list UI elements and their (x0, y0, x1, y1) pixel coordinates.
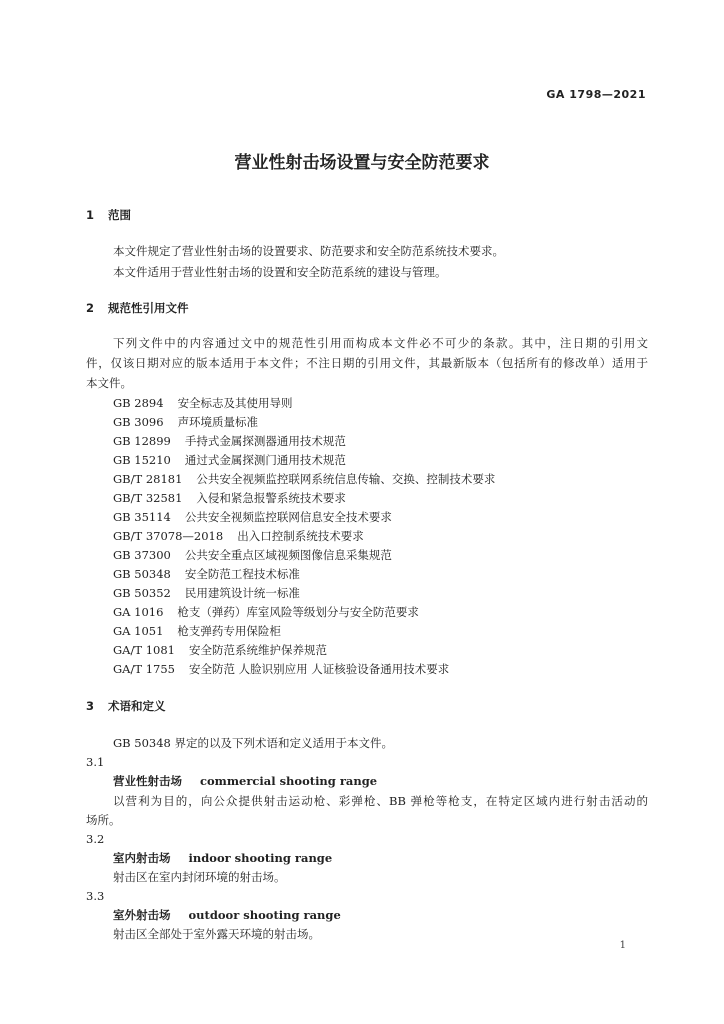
term-heading (113, 774, 377, 788)
page-title: 营业性射击场设置与安全防范要求 (234, 153, 490, 173)
reference-item (113, 453, 346, 467)
reference-code: GA/T 1081 (113, 643, 175, 657)
reference-title: 通过式金属探测门通用技术规范 (184, 453, 346, 467)
term-heading (113, 908, 341, 922)
term-definition-line: 以营利为目的，向公众提供射击运动枪、彩弹枪、BB 弹枪等枪支，在特定区域内进行射击活动的 (113, 794, 648, 808)
reference-code: GB 12899 (113, 434, 171, 448)
term-english: commercial shooting range (200, 774, 378, 788)
reference-item (113, 510, 392, 524)
section-title: 术语和定义 (108, 699, 166, 713)
reference-item (113, 662, 449, 676)
reference-title: 民用建筑设计统一标准 (184, 586, 300, 600)
reference-code: GB 50352 (113, 586, 171, 600)
reference-code: GB/T 37078—2018 (113, 529, 224, 543)
term-definition-line: 射击区全部处于室外露天环境的射击场。 (113, 927, 320, 941)
term-number: 3.3 (86, 889, 105, 903)
section-heading-3 (86, 699, 166, 713)
reference-code: GB 35114 (113, 510, 171, 524)
term-definition-line: 射击区在室内封闭环境的射击场。 (113, 870, 286, 884)
reference-title: 安全防范系统维护保养规范 (188, 643, 327, 657)
term-english: indoor shooting range (188, 851, 333, 865)
reference-title: 出入口控制系统技术要求 (237, 529, 364, 543)
term-number: 3.2 (86, 832, 105, 846)
reference-title: 安全防范 人脸识别应用 人证核验设备通用技术要求 (188, 662, 450, 676)
section-number: 2 (86, 301, 95, 315)
reference-code: GA/T 1755 (113, 662, 175, 676)
section-number: 1 (86, 208, 95, 222)
paragraph-line: 下列文件中的内容通过文中的规范性引用而构成本文件必不可少的条款。其中，注日期的引用文 (113, 336, 648, 350)
reference-item (113, 605, 419, 619)
paragraph-line: 本文件。 (86, 376, 132, 390)
reference-title: 枪支（弹药）库室风险等级划分与安全防范要求 (177, 605, 419, 619)
reference-item (113, 624, 281, 638)
term-definition-line: 场所。 (86, 813, 121, 827)
term-heading (113, 851, 332, 865)
reference-title: 安全标志及其使用导则 (177, 396, 293, 410)
section-number: 3 (86, 699, 95, 713)
reference-item (113, 472, 495, 486)
reference-title: 公共安全视频监控联网信息安全技术要求 (184, 510, 392, 524)
paragraph: 本文件规定了营业性射击场的设置要求、防范要求和安全防范系统技术要求。 (113, 244, 504, 258)
reference-code: GB 2894 (113, 396, 164, 410)
reference-code: GA 1016 (113, 605, 164, 619)
reference-item (113, 529, 364, 543)
reference-code: GB/T 32581 (113, 491, 183, 505)
reference-item (113, 586, 300, 600)
section-title: 规范性引用文件 (108, 301, 189, 315)
reference-item (113, 548, 392, 562)
term-number: 3.1 (86, 755, 105, 769)
reference-title: 声环境质量标准 (177, 415, 259, 429)
term-chinese: 营业性射击场 (113, 774, 182, 788)
reference-title: 手持式金属探测器通用技术规范 (184, 434, 346, 448)
reference-title: 安全防范工程技术标准 (184, 567, 300, 581)
reference-item (113, 434, 346, 448)
paragraph: GB 50348 界定的以及下列术语和定义适用于本文件。 (113, 736, 394, 750)
reference-title: 入侵和紧急报警系统技术要求 (196, 491, 346, 505)
reference-code: GB/T 28181 (113, 472, 183, 486)
reference-title: 公共安全视频监控联网系统信息传输、交换、控制技术要求 (196, 472, 496, 486)
standard-code: GA 1798—2021 (546, 88, 646, 101)
term-chinese: 室外射击场 (113, 908, 171, 922)
paragraph: 本文件适用于营业性射击场的设置和安全防范系统的建设与管理。 (113, 265, 447, 279)
reference-code: GB 50348 (113, 567, 171, 581)
reference-item (113, 643, 327, 657)
term-chinese: 室内射击场 (113, 851, 171, 865)
term-english: outdoor shooting range (188, 908, 341, 922)
reference-item (113, 491, 346, 505)
reference-code: GA 1051 (113, 624, 164, 638)
reference-code: GB 37300 (113, 548, 171, 562)
reference-title: 公共安全重点区域视频图像信息采集规范 (184, 548, 392, 562)
reference-item (113, 396, 293, 410)
reference-item (113, 567, 300, 581)
reference-item (113, 415, 258, 429)
section-title: 范围 (108, 208, 131, 222)
paragraph-line: 件，仅该日期对应的版本适用于本文件；不注日期的引用文件，其最新版本（包括所有的修改单）适用于 (86, 356, 648, 370)
section-heading-1 (86, 208, 131, 222)
section-heading-2 (86, 301, 189, 315)
reference-code: GB 15210 (113, 453, 171, 467)
reference-code: GB 3096 (113, 415, 164, 429)
page-number: 1 (619, 940, 626, 951)
reference-title: 枪支弹药专用保险柜 (177, 624, 281, 638)
